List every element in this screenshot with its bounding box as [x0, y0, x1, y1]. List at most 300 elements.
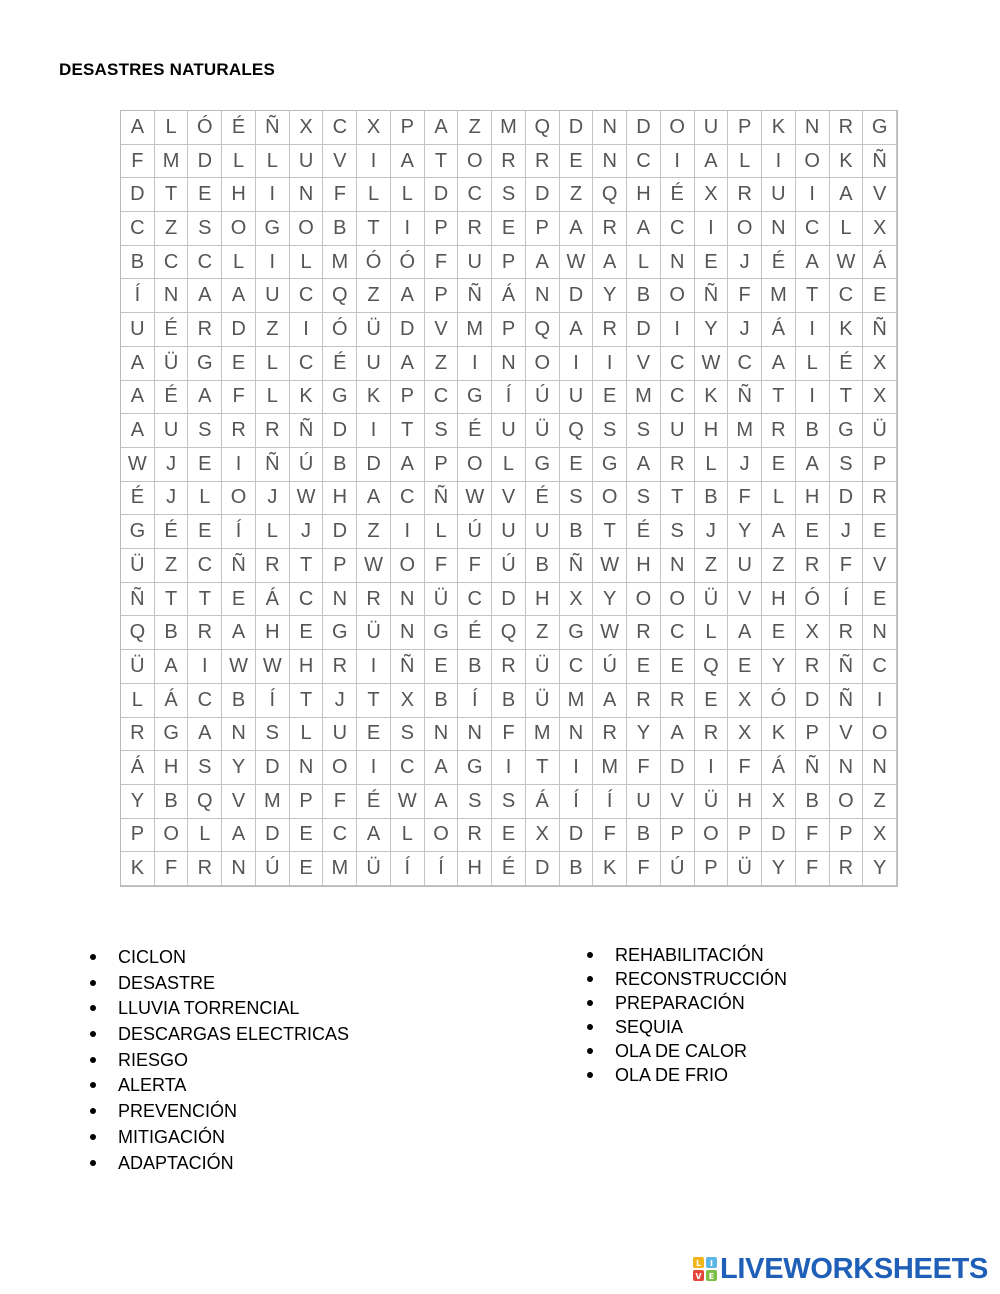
grid-cell[interactable]: N [762, 212, 796, 246]
grid-cell[interactable]: N [222, 718, 256, 752]
grid-cell[interactable]: O [155, 819, 189, 853]
grid-cell[interactable]: Ñ [425, 482, 459, 516]
grid-cell[interactable]: A [188, 279, 222, 313]
grid-cell[interactable]: B [121, 246, 155, 280]
grid-cell[interactable]: N [391, 616, 425, 650]
grid-cell[interactable]: R [627, 684, 661, 718]
grid-cell[interactable]: Ó [391, 246, 425, 280]
grid-cell[interactable]: W [222, 650, 256, 684]
grid-cell[interactable]: D [222, 313, 256, 347]
grid-cell[interactable]: R [661, 448, 695, 482]
grid-cell[interactable]: Í [425, 852, 459, 886]
grid-cell[interactable]: D [391, 313, 425, 347]
grid-cell[interactable]: I [391, 515, 425, 549]
grid-cell[interactable]: Ü [357, 313, 391, 347]
grid-cell[interactable]: Ó [188, 111, 222, 145]
grid-cell[interactable]: C [661, 347, 695, 381]
grid-cell[interactable]: F [796, 819, 830, 853]
grid-cell[interactable]: S [458, 785, 492, 819]
grid-cell[interactable]: W [830, 246, 864, 280]
grid-cell[interactable]: L [256, 145, 290, 179]
grid-cell[interactable]: X [728, 718, 762, 752]
grid-cell[interactable]: Ñ [863, 145, 897, 179]
grid-cell[interactable]: Ú [593, 650, 627, 684]
word-search-grid[interactable] [120, 110, 898, 887]
grid-cell[interactable]: P [391, 111, 425, 145]
grid-cell[interactable]: D [526, 178, 560, 212]
grid-cell[interactable]: Z [425, 347, 459, 381]
grid-cell[interactable]: I [695, 751, 729, 785]
grid-cell[interactable]: C [121, 212, 155, 246]
grid-cell[interactable]: U [762, 178, 796, 212]
grid-cell[interactable]: L [425, 515, 459, 549]
grid-cell[interactable]: Y [593, 279, 627, 313]
grid-cell[interactable]: T [155, 583, 189, 617]
grid-cell[interactable]: E [863, 515, 897, 549]
grid-cell[interactable]: T [290, 549, 324, 583]
grid-cell[interactable]: H [627, 178, 661, 212]
grid-cell[interactable]: B [526, 549, 560, 583]
grid-cell[interactable]: N [458, 718, 492, 752]
grid-cell[interactable]: A [222, 616, 256, 650]
grid-cell[interactable]: G [526, 448, 560, 482]
grid-cell[interactable]: Z [357, 279, 391, 313]
grid-cell[interactable]: P [863, 448, 897, 482]
grid-cell[interactable]: Ü [155, 347, 189, 381]
grid-cell[interactable]: Í [560, 785, 594, 819]
grid-cell[interactable]: V [830, 718, 864, 752]
grid-cell[interactable]: Ü [526, 650, 560, 684]
grid-cell[interactable]: Ü [695, 785, 729, 819]
grid-cell[interactable]: O [425, 819, 459, 853]
grid-cell[interactable]: N [593, 111, 627, 145]
grid-cell[interactable]: P [323, 549, 357, 583]
grid-cell[interactable]: G [188, 347, 222, 381]
grid-cell[interactable]: H [762, 583, 796, 617]
grid-cell[interactable]: F [728, 751, 762, 785]
grid-cell[interactable]: L [256, 381, 290, 415]
grid-cell[interactable]: S [188, 212, 222, 246]
grid-cell[interactable]: Z [762, 549, 796, 583]
grid-cell[interactable]: P [425, 279, 459, 313]
grid-cell[interactable]: Y [222, 751, 256, 785]
grid-cell[interactable]: D [323, 414, 357, 448]
grid-cell[interactable]: X [863, 347, 897, 381]
grid-cell[interactable]: M [526, 718, 560, 752]
grid-cell[interactable]: E [863, 583, 897, 617]
grid-cell[interactable]: L [290, 246, 324, 280]
grid-cell[interactable]: P [425, 448, 459, 482]
grid-cell[interactable]: R [323, 650, 357, 684]
grid-cell[interactable]: E [188, 515, 222, 549]
grid-cell[interactable]: C [188, 246, 222, 280]
grid-cell[interactable]: A [425, 111, 459, 145]
grid-cell[interactable]: M [492, 111, 526, 145]
grid-cell[interactable]: O [458, 448, 492, 482]
grid-cell[interactable]: D [796, 684, 830, 718]
grid-cell[interactable]: I [357, 650, 391, 684]
grid-cell[interactable]: U [560, 381, 594, 415]
grid-cell[interactable]: Q [526, 313, 560, 347]
grid-cell[interactable]: C [323, 819, 357, 853]
grid-cell[interactable]: X [728, 684, 762, 718]
grid-cell[interactable]: K [290, 381, 324, 415]
grid-cell[interactable]: A [188, 718, 222, 752]
grid-cell[interactable]: V [661, 785, 695, 819]
grid-cell[interactable]: E [492, 819, 526, 853]
grid-cell[interactable]: A [391, 279, 425, 313]
grid-cell[interactable]: L [695, 448, 729, 482]
grid-cell[interactable]: R [863, 482, 897, 516]
grid-cell[interactable]: P [728, 819, 762, 853]
grid-cell[interactable]: Ü [121, 549, 155, 583]
grid-cell[interactable]: U [695, 111, 729, 145]
grid-cell[interactable]: J [256, 482, 290, 516]
grid-cell[interactable]: N [425, 718, 459, 752]
grid-cell[interactable]: G [593, 448, 627, 482]
grid-cell[interactable]: Q [188, 785, 222, 819]
grid-cell[interactable]: N [661, 549, 695, 583]
grid-cell[interactable]: M [762, 279, 796, 313]
grid-cell[interactable]: K [593, 852, 627, 886]
grid-cell[interactable]: D [560, 279, 594, 313]
grid-cell[interactable]: R [661, 684, 695, 718]
grid-cell[interactable]: M [458, 313, 492, 347]
grid-cell[interactable]: J [155, 448, 189, 482]
grid-cell[interactable]: E [593, 381, 627, 415]
grid-cell[interactable]: S [188, 751, 222, 785]
grid-cell[interactable]: F [121, 145, 155, 179]
grid-cell[interactable]: K [762, 718, 796, 752]
grid-cell[interactable]: R [357, 583, 391, 617]
grid-cell[interactable]: N [863, 616, 897, 650]
grid-cell[interactable]: N [593, 145, 627, 179]
grid-cell[interactable]: D [121, 178, 155, 212]
grid-cell[interactable]: Ü [728, 852, 762, 886]
grid-cell[interactable]: M [593, 751, 627, 785]
grid-cell[interactable]: R [492, 145, 526, 179]
grid-cell[interactable]: Ñ [121, 583, 155, 617]
grid-cell[interactable]: I [661, 145, 695, 179]
grid-cell[interactable]: G [323, 381, 357, 415]
grid-cell[interactable]: P [661, 819, 695, 853]
grid-cell[interactable]: S [560, 482, 594, 516]
grid-cell[interactable]: S [627, 482, 661, 516]
grid-cell[interactable]: S [188, 414, 222, 448]
grid-cell[interactable]: A [188, 381, 222, 415]
grid-cell[interactable]: N [492, 347, 526, 381]
grid-cell[interactable]: I [290, 313, 324, 347]
grid-cell[interactable]: X [357, 111, 391, 145]
grid-cell[interactable]: G [560, 616, 594, 650]
grid-cell[interactable]: É [155, 381, 189, 415]
grid-cell[interactable]: A [796, 246, 830, 280]
grid-cell[interactable]: U [290, 145, 324, 179]
grid-cell[interactable]: P [121, 819, 155, 853]
grid-cell[interactable]: L [121, 684, 155, 718]
grid-cell[interactable]: A [830, 178, 864, 212]
grid-cell[interactable]: B [155, 616, 189, 650]
grid-cell[interactable]: Á [492, 279, 526, 313]
grid-cell[interactable]: H [627, 549, 661, 583]
grid-cell[interactable]: T [155, 178, 189, 212]
grid-cell[interactable]: R [492, 650, 526, 684]
grid-cell[interactable]: Q [526, 111, 560, 145]
grid-cell[interactable]: Z [560, 178, 594, 212]
grid-cell[interactable]: Ü [695, 583, 729, 617]
grid-cell[interactable]: F [323, 178, 357, 212]
grid-cell[interactable]: Q [323, 279, 357, 313]
grid-cell[interactable]: O [661, 583, 695, 617]
grid-cell[interactable]: E [560, 448, 594, 482]
grid-cell[interactable]: V [863, 178, 897, 212]
grid-cell[interactable]: B [560, 515, 594, 549]
grid-cell[interactable]: Q [492, 616, 526, 650]
grid-cell[interactable]: É [458, 414, 492, 448]
grid-cell[interactable]: Ñ [830, 650, 864, 684]
grid-cell[interactable]: C [830, 279, 864, 313]
grid-cell[interactable]: Í [458, 684, 492, 718]
grid-cell[interactable]: Ú [526, 381, 560, 415]
grid-cell[interactable]: Ó [796, 583, 830, 617]
grid-cell[interactable]: Ñ [256, 111, 290, 145]
grid-cell[interactable]: L [188, 819, 222, 853]
grid-cell[interactable]: L [796, 347, 830, 381]
grid-cell[interactable]: Ó [762, 684, 796, 718]
grid-cell[interactable]: R [188, 616, 222, 650]
grid-cell[interactable]: Y [728, 515, 762, 549]
grid-cell[interactable]: L [830, 212, 864, 246]
grid-cell[interactable]: E [560, 145, 594, 179]
grid-cell[interactable]: Ú [492, 549, 526, 583]
grid-cell[interactable]: V [728, 583, 762, 617]
grid-cell[interactable]: A [560, 212, 594, 246]
grid-cell[interactable]: M [560, 684, 594, 718]
grid-cell[interactable]: Ü [425, 583, 459, 617]
grid-cell[interactable]: T [188, 583, 222, 617]
grid-cell[interactable]: C [425, 381, 459, 415]
grid-cell[interactable]: P [492, 313, 526, 347]
grid-cell[interactable]: J [830, 515, 864, 549]
grid-cell[interactable]: G [458, 751, 492, 785]
grid-cell[interactable]: A [222, 279, 256, 313]
grid-cell[interactable]: Í [492, 381, 526, 415]
grid-cell[interactable]: C [661, 616, 695, 650]
grid-cell[interactable]: É [155, 313, 189, 347]
grid-cell[interactable]: K [830, 145, 864, 179]
grid-cell[interactable]: C [155, 246, 189, 280]
grid-cell[interactable]: J [728, 313, 762, 347]
grid-cell[interactable]: D [762, 819, 796, 853]
grid-cell[interactable]: H [728, 785, 762, 819]
grid-cell[interactable]: Z [863, 785, 897, 819]
grid-cell[interactable]: O [661, 279, 695, 313]
grid-cell[interactable]: A [425, 785, 459, 819]
grid-cell[interactable]: S [391, 718, 425, 752]
grid-cell[interactable]: N [290, 751, 324, 785]
grid-cell[interactable]: A [593, 246, 627, 280]
grid-cell[interactable]: Y [762, 852, 796, 886]
grid-cell[interactable]: Ú [290, 448, 324, 482]
grid-cell[interactable]: A [391, 347, 425, 381]
grid-cell[interactable]: L [188, 482, 222, 516]
grid-cell[interactable]: I [762, 145, 796, 179]
grid-cell[interactable]: A [425, 751, 459, 785]
grid-cell[interactable]: É [323, 347, 357, 381]
grid-cell[interactable]: Ó [323, 313, 357, 347]
grid-cell[interactable]: O [695, 819, 729, 853]
grid-cell[interactable]: N [290, 178, 324, 212]
grid-cell[interactable]: I [695, 212, 729, 246]
grid-cell[interactable]: H [796, 482, 830, 516]
grid-cell[interactable]: É [526, 482, 560, 516]
grid-cell[interactable]: H [458, 852, 492, 886]
grid-cell[interactable]: P [492, 246, 526, 280]
grid-cell[interactable]: D [661, 751, 695, 785]
grid-cell[interactable]: B [323, 212, 357, 246]
grid-cell[interactable]: Z [526, 616, 560, 650]
grid-cell[interactable]: R [830, 111, 864, 145]
grid-cell[interactable]: R [830, 852, 864, 886]
grid-cell[interactable]: Y [593, 583, 627, 617]
grid-cell[interactable]: O [222, 482, 256, 516]
grid-cell[interactable]: Ñ [391, 650, 425, 684]
grid-cell[interactable]: A [121, 347, 155, 381]
grid-cell[interactable]: C [188, 549, 222, 583]
grid-cell[interactable]: I [222, 448, 256, 482]
grid-cell[interactable]: A [627, 212, 661, 246]
grid-cell[interactable]: A [155, 650, 189, 684]
grid-cell[interactable]: F [425, 246, 459, 280]
grid-cell[interactable]: U [155, 414, 189, 448]
grid-cell[interactable]: D [627, 313, 661, 347]
grid-cell[interactable]: V [425, 313, 459, 347]
grid-cell[interactable]: É [762, 246, 796, 280]
grid-cell[interactable]: Ñ [458, 279, 492, 313]
grid-cell[interactable]: R [796, 650, 830, 684]
grid-cell[interactable]: K [357, 381, 391, 415]
grid-cell[interactable]: A [357, 482, 391, 516]
grid-cell[interactable]: F [627, 852, 661, 886]
grid-cell[interactable]: L [357, 178, 391, 212]
grid-cell[interactable]: M [155, 145, 189, 179]
grid-cell[interactable]: B [627, 279, 661, 313]
grid-cell[interactable]: L [222, 246, 256, 280]
grid-cell[interactable]: H [526, 583, 560, 617]
grid-cell[interactable]: R [222, 414, 256, 448]
grid-cell[interactable]: V [627, 347, 661, 381]
grid-cell[interactable]: Ü [357, 616, 391, 650]
grid-cell[interactable]: C [290, 347, 324, 381]
grid-cell[interactable]: O [593, 482, 627, 516]
grid-cell[interactable]: J [323, 684, 357, 718]
grid-cell[interactable]: A [661, 718, 695, 752]
grid-cell[interactable]: A [695, 145, 729, 179]
grid-cell[interactable]: G [155, 718, 189, 752]
grid-cell[interactable]: T [357, 212, 391, 246]
grid-cell[interactable]: T [830, 381, 864, 415]
grid-cell[interactable]: R [188, 852, 222, 886]
grid-cell[interactable]: Q [121, 616, 155, 650]
grid-cell[interactable]: Í [830, 583, 864, 617]
grid-cell[interactable]: R [695, 718, 729, 752]
grid-cell[interactable]: G [863, 111, 897, 145]
grid-cell[interactable]: X [863, 819, 897, 853]
grid-cell[interactable]: W [357, 549, 391, 583]
grid-cell[interactable]: E [762, 448, 796, 482]
grid-cell[interactable]: O [830, 785, 864, 819]
grid-cell[interactable]: Ü [526, 684, 560, 718]
grid-cell[interactable]: W [560, 246, 594, 280]
grid-cell[interactable]: I [661, 313, 695, 347]
grid-cell[interactable]: B [560, 852, 594, 886]
grid-cell[interactable]: Ñ [830, 684, 864, 718]
grid-cell[interactable]: Á [863, 246, 897, 280]
grid-cell[interactable]: B [695, 482, 729, 516]
grid-cell[interactable]: U [526, 515, 560, 549]
grid-cell[interactable]: S [492, 785, 526, 819]
grid-cell[interactable]: É [155, 515, 189, 549]
grid-cell[interactable]: É [121, 482, 155, 516]
grid-cell[interactable]: R [458, 212, 492, 246]
grid-cell[interactable]: Ñ [256, 448, 290, 482]
grid-cell[interactable]: O [222, 212, 256, 246]
grid-cell[interactable]: D [357, 448, 391, 482]
grid-cell[interactable]: I [492, 751, 526, 785]
grid-cell[interactable]: H [155, 751, 189, 785]
grid-cell[interactable]: C [290, 279, 324, 313]
grid-cell[interactable]: K [830, 313, 864, 347]
grid-cell[interactable]: B [796, 785, 830, 819]
grid-cell[interactable]: L [290, 718, 324, 752]
grid-cell[interactable]: R [593, 212, 627, 246]
grid-cell[interactable]: E [863, 279, 897, 313]
grid-cell[interactable]: L [391, 178, 425, 212]
grid-cell[interactable]: Á [256, 583, 290, 617]
grid-cell[interactable]: C [391, 751, 425, 785]
grid-cell[interactable]: W [121, 448, 155, 482]
grid-cell[interactable]: Ú [256, 852, 290, 886]
grid-cell[interactable]: T [762, 381, 796, 415]
grid-cell[interactable]: F [458, 549, 492, 583]
grid-cell[interactable]: Y [863, 852, 897, 886]
grid-cell[interactable]: A [391, 145, 425, 179]
grid-cell[interactable]: G [121, 515, 155, 549]
grid-cell[interactable]: E [425, 650, 459, 684]
grid-cell[interactable]: F [796, 852, 830, 886]
grid-cell[interactable]: E [222, 347, 256, 381]
grid-cell[interactable]: J [728, 448, 762, 482]
grid-cell[interactable]: S [830, 448, 864, 482]
grid-cell[interactable]: H [290, 650, 324, 684]
grid-cell[interactable]: R [256, 549, 290, 583]
grid-cell[interactable]: Ñ [290, 414, 324, 448]
grid-cell[interactable]: A [121, 381, 155, 415]
grid-cell[interactable]: K [695, 381, 729, 415]
grid-cell[interactable]: W [593, 616, 627, 650]
grid-cell[interactable]: X [796, 616, 830, 650]
grid-cell[interactable]: O [796, 145, 830, 179]
grid-cell[interactable]: L [256, 515, 290, 549]
grid-cell[interactable]: A [121, 414, 155, 448]
grid-cell[interactable]: Á [155, 684, 189, 718]
grid-cell[interactable]: I [796, 178, 830, 212]
grid-cell[interactable]: R [256, 414, 290, 448]
grid-cell[interactable]: R [762, 414, 796, 448]
grid-cell[interactable]: D [560, 111, 594, 145]
grid-cell[interactable]: X [391, 684, 425, 718]
grid-cell[interactable]: Q [560, 414, 594, 448]
